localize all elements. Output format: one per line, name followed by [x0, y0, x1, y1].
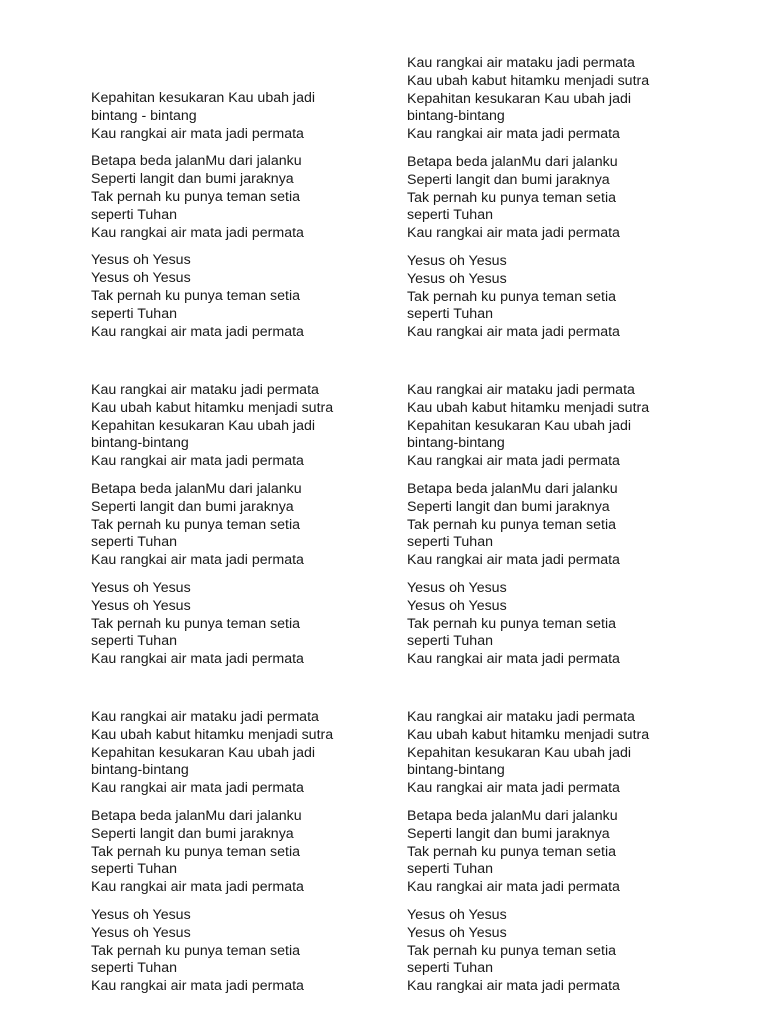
lyric-line: Yesus oh Yesus [407, 270, 507, 287]
lyric-line: bintang-bintang [91, 762, 189, 779]
lyric-line: Tak pernah ku punya teman setia [91, 516, 301, 533]
lyric-line: seperti Tuhan [407, 534, 493, 551]
lyric-line: Yesus oh Yesus [91, 579, 191, 596]
lyric-line: bintang-bintang [91, 435, 189, 452]
lyric-line: Betapa beda jalanMu dari jalanku [407, 480, 618, 497]
lyric-line: Seperti langit dan bumi jaraknya [407, 825, 610, 842]
lyric-line: Betapa beda jalanMu dari jalanku [91, 153, 302, 170]
lyric-line: Tak pernah ku punya teman setia [91, 942, 301, 959]
stanza [91, 808, 391, 897]
lyric-line: Kau rangkai air mata jadi permata [407, 324, 620, 341]
stanza [91, 709, 391, 798]
lyric-line: seperti Tuhan [91, 861, 177, 878]
stanza [407, 154, 707, 243]
lyric-line: seperti Tuhan [91, 305, 177, 322]
lyric-line: Tak pernah ku punya teman setia [91, 615, 301, 632]
lyric-line: bintang-bintang [407, 435, 505, 452]
lyric-line: Kau rangkai air mata jadi permata [407, 879, 620, 896]
lyric-line: Kepahitan kesukaran Kau ubah jadi [407, 90, 632, 107]
lyric-line: Kau rangkai air mata jadi permata [407, 453, 620, 470]
lyric-line: Kau rangkai air mata jadi permata [91, 453, 304, 470]
lyric-line: Kau rangkai air mataku jadi permata [407, 709, 635, 725]
lyric-line: bintang - bintang [91, 107, 197, 124]
lyric-line: Kau rangkai air mataku jadi permata [407, 382, 635, 398]
lyric-line: seperti Tuhan [91, 960, 177, 977]
lyric-line: Tak pernah ku punya teman setia [407, 843, 617, 860]
stanza [407, 709, 707, 798]
lyric-line: Kau rangkai air mata jadi permata [407, 978, 620, 995]
lyric-line: Kau rangkai air mata jadi permata [407, 225, 620, 242]
lyric-line: Tak pernah ku punya teman setia [407, 189, 617, 206]
lyric-line: bintang-bintang [407, 108, 505, 125]
lyric-line: Seperti langit dan bumi jaraknya [407, 498, 610, 515]
lyric-line: Tak pernah ku punya teman setia [407, 288, 617, 305]
stanza [407, 580, 707, 669]
lyric-line: seperti Tuhan [91, 633, 177, 650]
lyric-line: Kepahitan kesukaran Kau ubah jadi [91, 744, 316, 761]
lyric-line: Kepahitan kesukaran Kau ubah jadi [91, 90, 316, 106]
lyric-line: Tak pernah ku punya teman setia [91, 287, 301, 304]
stanza [91, 907, 391, 996]
lyric-line: Kau rangkai air mata jadi permata [91, 323, 304, 340]
lyric-line: Seperti langit dan bumi jaraknya [91, 171, 294, 188]
lyric-line: Kau rangkai air mata jadi permata [91, 552, 304, 569]
lyric-line: seperti Tuhan [407, 861, 493, 878]
stanza [407, 253, 707, 342]
lyric-line: Tak pernah ku punya teman setia [91, 188, 301, 205]
stanza [91, 252, 391, 341]
lyric-line: Yesus oh Yesus [91, 906, 191, 923]
lyric-line: Yesus oh Yesus [91, 252, 191, 269]
lyric-line: seperti Tuhan [407, 306, 493, 323]
lyric-line: Kau ubah kabut hitamku menjadi sutra [91, 726, 334, 743]
block-middle-right [407, 382, 707, 679]
lyric-line: Kau ubah kabut hitamku menjadi sutra [407, 399, 650, 416]
block-bottom-right [407, 709, 707, 1006]
lyric-line: Seperti langit dan bumi jaraknya [91, 825, 294, 842]
lyric-line: seperti Tuhan [407, 960, 493, 977]
lyric-line: Kau ubah kabut hitamku menjadi sutra [407, 72, 650, 89]
stanza [407, 481, 707, 570]
lyric-line: Betapa beda jalanMu dari jalanku [407, 807, 618, 824]
stanza [91, 153, 391, 242]
lyric-line: Kau rangkai air mata jadi permata [91, 224, 304, 241]
lyric-line: Yesus oh Yesus [407, 597, 507, 614]
lyric-line: Kau rangkai air mata jadi permata [407, 552, 620, 569]
lyric-line: Kepahitan kesukaran Kau ubah jadi [407, 744, 632, 761]
stanza [407, 808, 707, 897]
lyric-line: Kau rangkai air mataku jadi permata [91, 709, 319, 725]
lyric-line: seperti Tuhan [407, 633, 493, 650]
lyric-line: Yesus oh Yesus [91, 597, 191, 614]
lyric-line: Kau rangkai air mata jadi permata [91, 879, 304, 896]
lyric-line: Kepahitan kesukaran Kau ubah jadi [91, 417, 316, 434]
block-top-right [407, 55, 707, 352]
lyric-line: Yesus oh Yesus [91, 270, 191, 287]
lyric-line: Yesus oh Yesus [407, 252, 507, 269]
lyric-line: Yesus oh Yesus [407, 924, 507, 941]
lyric-line: Betapa beda jalanMu dari jalanku [407, 153, 618, 170]
lyric-line: Kepahitan kesukaran Kau ubah jadi [407, 417, 632, 434]
lyric-line: Kau ubah kabut hitamku menjadi sutra [407, 726, 650, 743]
stanza [91, 580, 391, 669]
stanza [91, 481, 391, 570]
lyric-line: Kau rangkai air mata jadi permata [407, 126, 620, 143]
lyric-line: Kau rangkai air mata jadi permata [407, 651, 620, 668]
lyric-line: Tak pernah ku punya teman setia [407, 516, 617, 533]
lyric-line: Yesus oh Yesus [407, 906, 507, 923]
stanza [407, 907, 707, 996]
lyric-line: Kau ubah kabut hitamku menjadi sutra [91, 399, 334, 416]
lyric-line: bintang-bintang [407, 762, 505, 779]
lyric-line: seperti Tuhan [91, 206, 177, 223]
lyric-line: Seperti langit dan bumi jaraknya [407, 171, 610, 188]
lyric-line: seperti Tuhan [407, 207, 493, 224]
block-bottom-left [91, 709, 391, 1006]
stanza [91, 382, 391, 471]
lyric-line: Yesus oh Yesus [91, 924, 191, 941]
lyric-line: Kau rangkai air mata jadi permata [91, 978, 304, 995]
block-top-left [91, 90, 391, 351]
lyric-line: Yesus oh Yesus [407, 579, 507, 596]
lyric-line: Kau rangkai air mata jadi permata [91, 125, 304, 142]
lyric-line: Kau rangkai air mata jadi permata [407, 780, 620, 797]
stanza [407, 382, 707, 471]
lyric-line: Tak pernah ku punya teman setia [91, 843, 301, 860]
block-middle-left [91, 382, 391, 679]
lyric-line: Seperti langit dan bumi jaraknya [91, 498, 294, 515]
lyric-line: Kau rangkai air mata jadi permata [91, 651, 304, 668]
lyric-line: Kau rangkai air mataku jadi permata [407, 55, 635, 71]
lyric-line: Betapa beda jalanMu dari jalanku [91, 480, 302, 497]
lyric-line: seperti Tuhan [91, 534, 177, 551]
lyric-line: Kau rangkai air mataku jadi permata [91, 382, 319, 398]
stanza [407, 55, 707, 144]
lyric-line: Betapa beda jalanMu dari jalanku [91, 807, 302, 824]
stanza [91, 90, 391, 143]
lyric-line: Tak pernah ku punya teman setia [407, 942, 617, 959]
lyric-line: Kau rangkai air mata jadi permata [91, 780, 304, 797]
lyric-line: Tak pernah ku punya teman setia [407, 615, 617, 632]
